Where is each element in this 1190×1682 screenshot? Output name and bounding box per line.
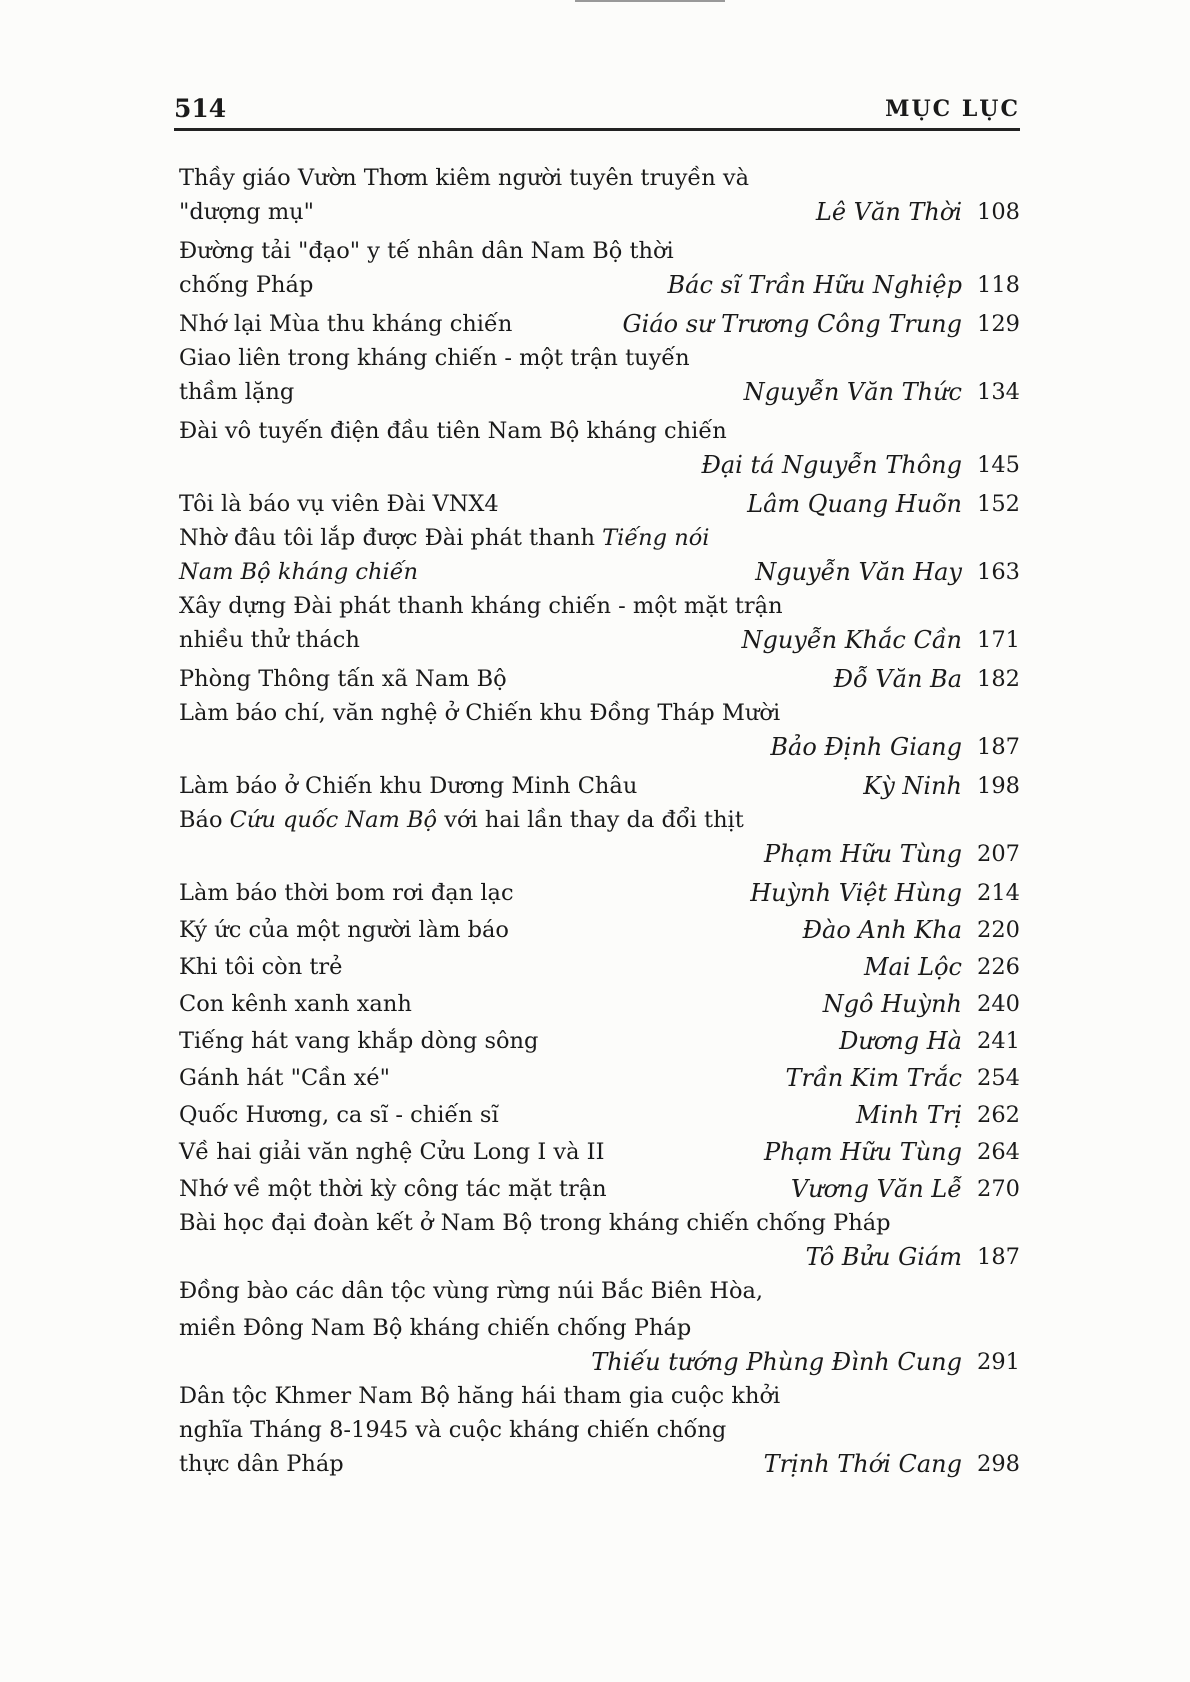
entry-page-number: 134 (977, 379, 1020, 405)
entry-title: Thầy giáo Vườn Thơm kiêm người tuyên truyền và (179, 165, 750, 191)
toc-line (179, 661, 1020, 698)
entry-title: chống Pháp (179, 272, 314, 298)
entry-page-number: 171 (977, 627, 1020, 653)
page-header (174, 92, 1020, 131)
entry-page-number: 226 (977, 954, 1020, 980)
entry-author: Huỳnh Việt Hùng (750, 879, 962, 907)
entry-title: Đồng bào các dân tộc vùng rừng núi Bắc Biên Hòa, (179, 1278, 764, 1304)
toc-line (179, 1134, 1020, 1171)
toc-line (179, 1446, 1020, 1483)
toc-line (179, 486, 1020, 523)
entry-title: Khi tôi còn trẻ (179, 954, 343, 980)
toc-line (179, 160, 1020, 197)
entry-page-number: 187 (977, 734, 1020, 760)
entry-author: Tô Bửu Giám (805, 1243, 962, 1271)
toc-line (179, 622, 1020, 659)
toc-line (179, 729, 1020, 766)
toc-line (179, 875, 1020, 912)
toc-line (179, 413, 1020, 450)
entry-author: Phạm Hữu Tùng (763, 840, 962, 868)
toc-line (179, 267, 1020, 304)
toc-line (179, 949, 1020, 986)
entry-title: Con kênh xanh xanh (179, 991, 412, 1017)
toc-line (179, 306, 1020, 343)
entry-page-number: 198 (977, 773, 1020, 799)
entry-title: Ký ức của một người làm báo (179, 917, 509, 943)
running-title: MỤC LỤC (885, 96, 1020, 122)
toc-line (179, 194, 1020, 231)
entry-title: Dân tộc Khmer Nam Bộ hăng hái tham gia cuộc khởi (179, 1383, 781, 1409)
entry-title: Làm báo ở Chiến khu Dương Minh Châu (179, 773, 638, 799)
entry-page-number: 264 (977, 1139, 1020, 1165)
entry-title: nhiều thử thách (179, 627, 360, 653)
entry-author: Ngô Huỳnh (822, 990, 962, 1018)
entry-page-number: 298 (977, 1451, 1020, 1477)
toc-line (179, 912, 1020, 949)
entry-page-number: 240 (977, 991, 1020, 1017)
entry-author: Thiếu tướng Phùng Đình Cung (591, 1348, 962, 1376)
toc-line (179, 233, 1020, 270)
entry-page-number: 241 (977, 1028, 1020, 1054)
toc-line (179, 1205, 1020, 1242)
entry-title: "dượng mụ" (179, 199, 315, 225)
entry-author: Nguyễn Khắc Cần (741, 626, 962, 654)
toc-line (179, 554, 1020, 591)
entry-page-number: 163 (977, 559, 1020, 585)
entry-title: Phòng Thông tấn xã Nam Bộ (179, 666, 507, 692)
toc-line (179, 374, 1020, 411)
toc-line (179, 1412, 1020, 1449)
entry-title: Nhớ lại Mùa thu kháng chiến (179, 311, 513, 337)
toc-line (179, 588, 1020, 625)
entry-title: Nhớ về một thời kỳ công tác mặt trận (179, 1176, 607, 1202)
entry-title: Nhờ đâu tôi lắp được Đài phát thanh Tiếng nói (179, 525, 710, 551)
toc-line (179, 1310, 1020, 1347)
entry-title: Làm báo thời bom rơi đạn lạc (179, 880, 514, 906)
entry-author: Lâm Quang Huõn (747, 490, 962, 518)
entry-title: Giao liên trong kháng chiến - một trận tuyến (179, 345, 690, 371)
entry-author: Giáo sư Trương Công Trung (622, 310, 962, 338)
entry-title: Tôi là báo vụ viên Đài VNX4 (179, 491, 499, 517)
entry-author: Nguyễn Văn Thức (743, 378, 962, 406)
entry-title: miền Đông Nam Bộ kháng chiến chống Pháp (179, 1315, 692, 1341)
toc-line (179, 447, 1020, 484)
entry-page-number: 152 (977, 491, 1020, 517)
entry-title: Bài học đại đoàn kết ở Nam Bộ trong kháng chiến chống Pháp (179, 1210, 891, 1236)
entry-author: Bảo Định Giang (770, 733, 962, 761)
entry-page-number: 118 (977, 272, 1020, 298)
entry-author: Minh Trị (856, 1101, 962, 1129)
entry-page-number: 220 (977, 917, 1020, 943)
entry-page-number: 291 (977, 1349, 1020, 1375)
entry-page-number: 254 (977, 1065, 1020, 1091)
entry-title: Đường tải "đạo" y tế nhân dân Nam Bộ thời (179, 238, 674, 264)
entry-title: Báo Cứu quốc Nam Bộ với hai lần thay da đổi thịt (179, 807, 744, 833)
entry-author: Phạm Hữu Tùng (763, 1138, 962, 1166)
entry-title: thầm lặng (179, 379, 295, 405)
entry-page-number: 187 (977, 1244, 1020, 1270)
toc-line (179, 1378, 1020, 1415)
entry-title: Đài vô tuyến điện đầu tiên Nam Bộ kháng chiến (179, 418, 727, 444)
toc-line (179, 836, 1020, 873)
entry-title: Xây dựng Đài phát thanh kháng chiến - một mặt trận (179, 593, 783, 619)
entry-title: Làm báo chí, văn nghệ ở Chiến khu Đồng Tháp Mười (179, 700, 781, 726)
entry-page-number: 108 (977, 199, 1020, 225)
entry-title: Nam Bộ kháng chiến (179, 559, 419, 585)
entry-title: Gánh hát "Cần xé" (179, 1065, 390, 1091)
toc-line (179, 768, 1020, 805)
entry-author: Trịnh Thới Cang (763, 1450, 962, 1478)
entry-author: Đào Anh Kha (802, 916, 962, 944)
toc-line (179, 340, 1020, 377)
toc-line (179, 802, 1020, 839)
entry-page-number: 214 (977, 880, 1020, 906)
toc-line (179, 1273, 1020, 1310)
entry-page-number: 129 (977, 311, 1020, 337)
entry-page-number: 207 (977, 841, 1020, 867)
entry-title: thực dân Pháp (179, 1451, 344, 1477)
entry-page-number: 182 (977, 666, 1020, 692)
entry-author: Vương Văn Lễ (790, 1175, 962, 1203)
entry-author: Mai Lộc (863, 953, 962, 981)
scan-edge-line (575, 0, 725, 2)
entry-author: Trần Kim Trắc (785, 1064, 962, 1092)
toc-line (179, 1060, 1020, 1097)
toc-line (179, 1239, 1020, 1276)
entry-title: Tiếng hát vang khắp dòng sông (179, 1028, 539, 1054)
entry-title: Về hai giải văn nghệ Cửu Long I và II (179, 1139, 605, 1165)
entry-page-number: 270 (977, 1176, 1020, 1202)
entry-author: Dương Hà (839, 1027, 962, 1055)
entry-page-number: 262 (977, 1102, 1020, 1128)
entry-author: Kỳ Ninh (863, 772, 962, 800)
toc-line (179, 1344, 1020, 1381)
entry-author: Đỗ Văn Ba (833, 665, 962, 693)
toc-line (179, 695, 1020, 732)
entry-author: Nguyễn Văn Hay (755, 558, 962, 586)
entry-page-number: 145 (977, 452, 1020, 478)
entry-author: Lê Văn Thời (815, 198, 962, 226)
page-number: 514 (174, 94, 227, 123)
entry-title: nghĩa Tháng 8-1945 và cuộc kháng chiến chống (179, 1417, 727, 1443)
entry-author: Đại tá Nguyễn Thông (701, 451, 962, 479)
toc-line (179, 986, 1020, 1023)
toc-line (179, 520, 1020, 557)
entry-author: Bác sĩ Trần Hữu Nghiệp (667, 271, 962, 299)
toc-line (179, 1171, 1020, 1208)
toc-line (179, 1097, 1020, 1134)
entry-title: Quốc Hương, ca sĩ - chiến sĩ (179, 1102, 499, 1128)
toc-line (179, 1023, 1020, 1060)
